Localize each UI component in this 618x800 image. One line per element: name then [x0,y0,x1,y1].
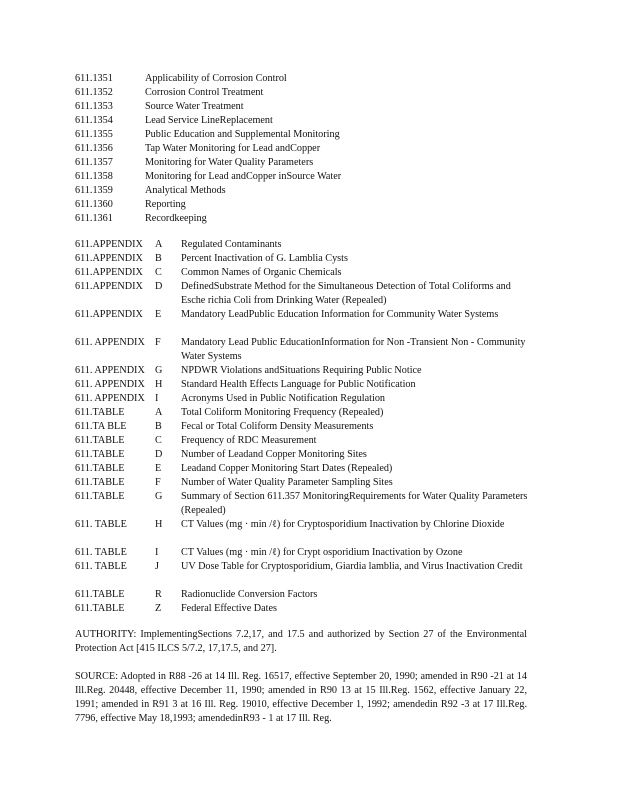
appendix-letter: F [155,337,161,348]
section-number: 611.TABLE [75,477,125,488]
section-title: Radionuclide Conversion Factors [181,589,318,600]
section-number: 611.APPENDIX [75,281,143,292]
section-number: 611.1356 [75,143,113,154]
appendix-letter: E [155,309,162,320]
appendix-letter: E [155,463,162,474]
section-title: DefinedSubstrate Method for the Simultaneous Detection of Total Coliforms and Esche richia Coli from Drinking Water (Repealed) [181,281,511,306]
section-number: 611.1351 [75,73,113,84]
section-number: 611.1358 [75,171,113,182]
appendix-letter: D [155,449,163,460]
section-number: 611. TABLE [75,547,127,558]
section-title: Federal Effective Dates [181,603,277,614]
appendix-letter: I [155,547,159,558]
source-paragraph: SOURCE: Adopted in R88 -26 at 14 Ill. Reg. 16517, effective September 20, 1990; amended in R90 -21 at 14 Ill.Reg. 20448, effective December 11, 1990; amended in R90 13 at 15 Ill.Reg. 1562, effective January 22, 1991; amended in R91 3 at 16 Ill. Reg. 19010, effective December 1, 1992; amendedin R92 -3 at 17 Ill.Reg. 7796, effective May 18,1993; amendedinR93 - 1 at 17 Ill. Reg. [75,671,527,724]
appendix-letter: G [155,491,163,502]
section-title: Common Names of Organic Chemicals [181,267,342,278]
appendix-letter: D [155,281,163,292]
section-number: 611. TABLE [75,519,127,530]
section-title: Percent Inactivation of G. Lamblia Cysts [181,253,348,264]
section-title: Fecal or Total Coliform Density Measurements [181,421,374,432]
section-title: Summary of Section 611.357 MonitoringRequirements for Water Quality Parameters (Repealed) [181,491,528,516]
section-number: 611.TABLE [75,491,125,502]
section-title: CT Values (mg · min /ℓ) for Cryptosporidium Inactivation by Chlorine Dioxide [181,519,505,530]
section-number: 611. APPENDIX [75,365,145,376]
section-title: NPDWR Violations andSituations Requiring Public Notice [181,365,422,376]
section-number: 611.TABLE [75,435,125,446]
section-title: Mandatory Lead Public EducationInformation for Non -Transient Non - Community Water Systems [181,337,526,362]
section-title: UV Dose Table for Cryptosporidium, Giardia lamblia, and Virus Inactivation Credit [181,561,523,572]
section-number: 611.1360 [75,199,113,210]
section-number: 611.TABLE [75,603,125,614]
section-title: Number of Leadand Copper Monitoring Sites [181,449,367,460]
section-title: Analytical Methods [145,185,226,196]
appendix-letter: F [155,477,161,488]
section-title: Frequency of RDC Measurement [181,435,317,446]
section-number: 611.1359 [75,185,113,196]
section-number: 611.1354 [75,115,113,126]
section-number: 611.1353 [75,101,113,112]
section-title: Public Education and Supplemental Monitoring [145,129,340,140]
section-number: 611.1357 [75,157,113,168]
appendix-letter: G [155,365,163,376]
section-number: 611.1352 [75,87,113,98]
appendix-letter: B [155,253,162,264]
section-number: 611.APPENDIX [75,267,143,278]
section-number: 611.1355 [75,129,113,140]
appendix-letter: A [155,407,163,418]
section-title: Leadand Copper Monitoring Start Dates (Repealed) [181,463,393,474]
section-number: 611.TABLE [75,407,125,418]
section-title: Source Water Treatment [145,101,244,112]
section-title: Total Coliform Monitoring Frequency (Repealed) [181,407,384,418]
appendix-letter: Z [155,603,162,614]
section-number: 611.APPENDIX [75,253,143,264]
section-title: Lead Service LineReplacement [145,115,273,126]
appendix-letter: H [155,519,163,530]
section-number: 611.TABLE [75,463,125,474]
section-number: 611.APPENDIX [75,239,143,250]
authority-paragraph: AUTHORITY: ImplementingSections 7.2,17, and 17.5 and authorized by Section 27 of the Environmental Protection Act [415 ILCS 5/7.2, 17,17.5, and 27]. [75,629,527,654]
appendix-letter: A [155,239,163,250]
section-number: 611.APPENDIX [75,309,143,320]
appendix-letter: R [155,589,162,600]
section-title: Mandatory LeadPublic Education Information for Community Water Systems [181,309,499,320]
appendix-letter: C [155,267,162,278]
section-title: Recordkeeping [145,213,207,224]
section-title: Monitoring for Water Quality Parameters [145,157,314,168]
section-number: 611.TA BLE [75,421,127,432]
section-title: Regulated Contaminants [181,239,282,250]
section-title: Applicability of Corrosion Control [145,73,287,84]
section-title: Acronyms Used in Public Notification Regulation [181,393,386,404]
appendix-letter: I [155,393,159,404]
section-number: 611. TABLE [75,561,127,572]
section-title: CT Values (mg · min /ℓ) for Crypt osporidium Inactivation by Ozone [181,547,463,558]
section-title: Monitoring for Lead andCopper inSource Water [145,171,342,182]
section-number: 611. APPENDIX [75,379,145,390]
section-number: 611. APPENDIX [75,337,145,348]
section-number: 611.1361 [75,213,113,224]
section-number: 611.TABLE [75,589,125,600]
section-number: 611. APPENDIX [75,393,145,404]
appendix-letter: J [155,561,159,572]
appendix-letter: C [155,435,162,446]
appendix-letter: B [155,421,162,432]
section-title: Standard Health Effects Language for Public Notification [181,379,416,390]
appendix-letter: H [155,379,163,390]
section-title: Tap Water Monitoring for Lead andCopper [145,143,321,154]
section-title: Reporting [145,199,186,210]
section-title: Number of Water Quality Parameter Sampling Sites [181,477,393,488]
section-number: 611.TABLE [75,449,125,460]
section-title: Corrosion Control Treatment [145,87,264,98]
